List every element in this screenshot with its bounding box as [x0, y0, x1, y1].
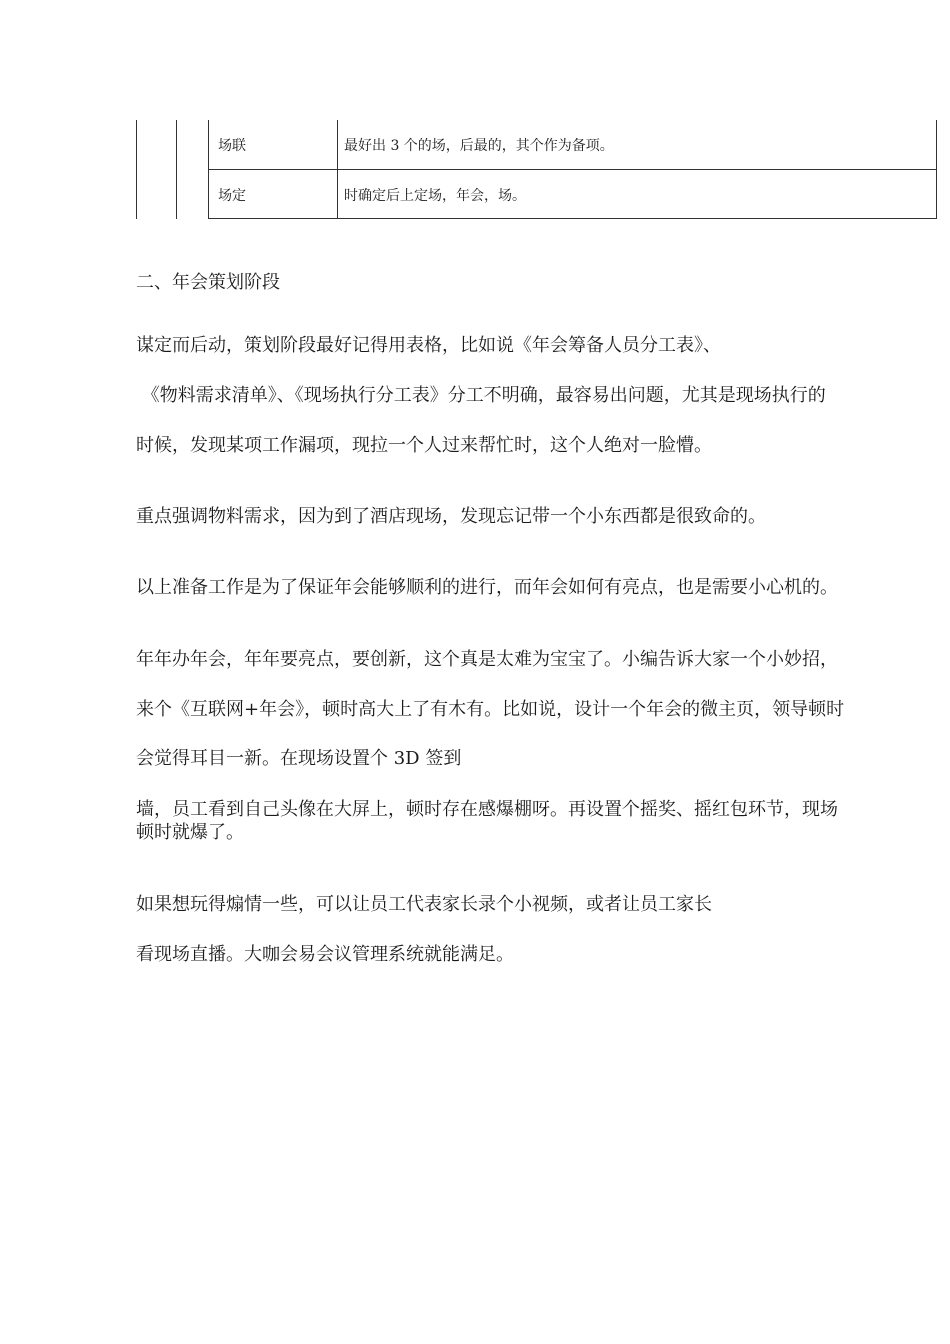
body-line: 时候，发现某项工作漏项，现拉一个人过来帮忙时，这个人绝对一脸懵。: [136, 435, 712, 456]
table-border-col1: [176, 120, 177, 219]
table-border-right: [936, 120, 937, 219]
table-row-desc: 最好出 3 个的场，后最的，其个作为备项。: [344, 138, 614, 154]
table-row-divider: [208, 169, 936, 170]
table-row-label: 场联: [218, 138, 246, 154]
section-heading: 二、年会策划阶段: [136, 272, 280, 293]
body-line: 如果想玩得煽情一些，可以让员工代表家长录个小视频，或者让员工家长: [136, 894, 712, 915]
table-border-left: [136, 120, 137, 219]
body-line: 会觉得耳目一新。在现场设置个 3D 签到: [136, 748, 462, 769]
planning-table: [136, 120, 937, 219]
body-line: 谋定而后动，策划阶段最好记得用表格，比如说《年会筹备人员分工表》、: [136, 335, 721, 356]
body-line: 来个《互联网+年会》，顿时高大上了有木有。比如说，设计一个年会的微主页，领导顿时: [136, 699, 845, 720]
body-line: 以上准备工作是为了保证年会能够顺利的进行，而年会如何有亮点，也是需要小心机的。: [136, 577, 838, 598]
body-line: 重点强调物料需求，因为到了酒店现场，发现忘记带一个小东西都是很致命的。: [136, 506, 766, 527]
body-line: 墙，员工看到自己头像在大屏上，顿时存在感爆棚呀。再设置个摇奖、摇红包环节，现场: [136, 799, 838, 820]
body-line: 年年办年会，年年要亮点，要创新，这个真是太难为宝宝了。小编告诉大家一个小妙招，: [136, 649, 838, 670]
table-row-label: 场定: [218, 188, 246, 204]
body-line: 《物料需求清单》、《现场执行分工表》分工不明确，最容易出问题，尤其是现场执行的: [136, 385, 826, 406]
body-line: 顿时就爆了。: [136, 822, 244, 843]
table-border-bottom: [208, 218, 936, 219]
table-row-desc: 时确定后上定场，年会，场。: [344, 188, 526, 204]
body-line: 看现场直播。大咖会易会议管理系统就能满足。: [136, 944, 514, 965]
